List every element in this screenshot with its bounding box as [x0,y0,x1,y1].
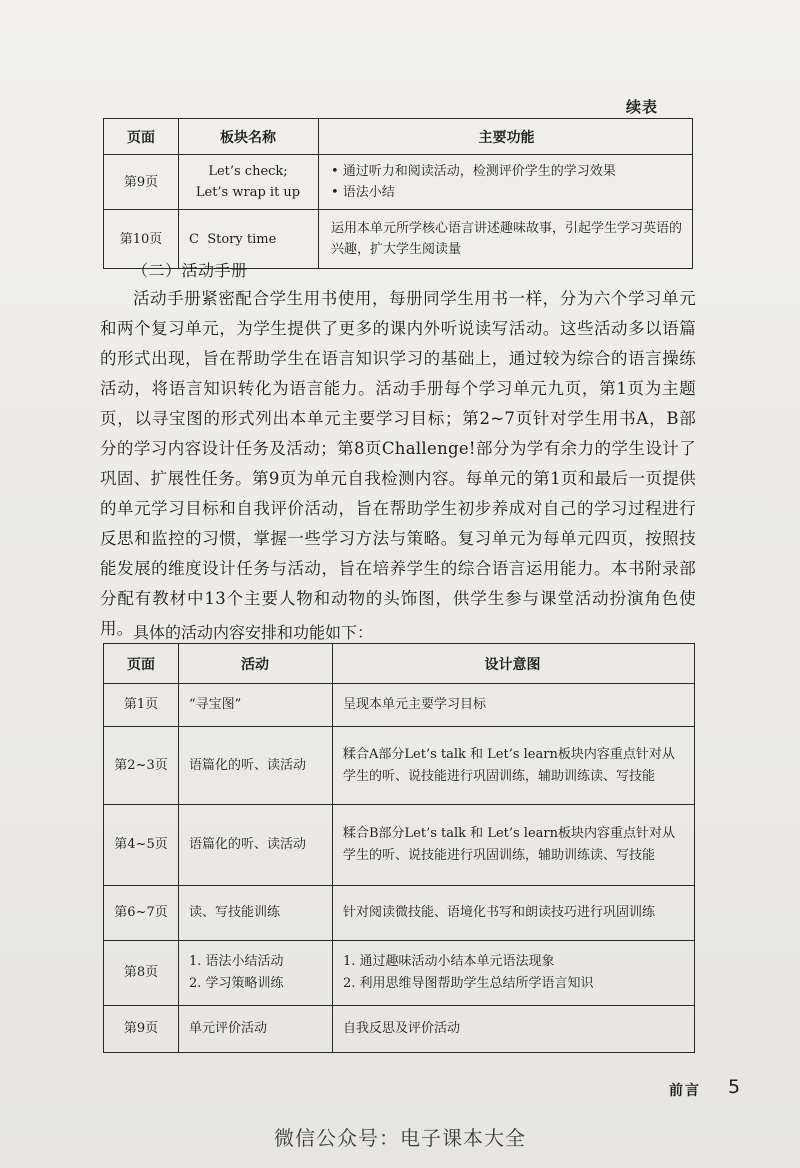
cell-page: 第6~7页 [104,886,179,941]
cell-intent [333,941,695,1006]
table-header-row [104,644,695,684]
table-row [104,805,695,886]
section-heading: （二）活动手册 [132,261,248,280]
cell-intent: 呈现本单元主要学习目标 [333,684,695,727]
cell-page: 第10页 [104,210,179,269]
table-header-row [104,119,693,155]
cell-section-line: Let’s check; [208,164,288,179]
table-row [104,886,695,941]
cell-page: 第1页 [104,684,179,727]
watermark-text: 微信公众号：电子课本大全 [274,1126,526,1150]
table-row [104,727,695,805]
table-row [104,684,695,727]
cell-page: 第4~5页 [104,805,179,886]
cell-activity-line: 2. 学习策略训练 [189,976,284,991]
cell-function-line: • 通过听力和阅读活动，检测评价学生的学习效果 [331,164,616,179]
table-row [104,1006,695,1053]
cell-section-line: Let’s wrap it up [195,185,301,200]
cell-page: 第9页 [104,1006,179,1053]
cell-function-line: • 语法小结 [331,185,395,200]
header-page: 页面 [104,644,179,684]
page-number: 5 [728,1076,741,1098]
table-row [104,155,693,210]
cell-intent: 针对阅读微技能、语境化书写和朗读技巧进行巩固训练 [333,886,695,941]
cell-intent: 糅合B部分Let’s talk 和 Let’s learn板块内容重点针对从学生的听、说技能进行巩固训练，辅助训练读、写技能 [333,805,695,886]
cell-page: 第9页 [104,155,179,210]
cell-section [179,155,319,210]
header-page: 页面 [104,119,179,155]
cell-activity: 单元评价活动 [179,1006,333,1053]
header-activity: 活动 [179,644,333,684]
table-row [104,941,695,1006]
cell-intent-line: 2. 利用思维导图帮助学生总结所学语言知识 [343,976,594,991]
footer-section-label: 前言 [669,1083,701,1099]
header-design-intent: 设计意图 [333,644,695,684]
cell-activity: 读、写技能训练 [179,886,333,941]
module-function-table [103,118,693,269]
cell-intent: 自我反思及评价活动 [333,1006,695,1053]
cell-activity: “寻宝图” [179,684,333,727]
continued-label: 续表 [625,98,658,116]
intro-line: 具体的活动内容安排和功能如下： [133,623,374,642]
cell-function: 运用本单元所学核心语言讲述趣味故事，引起学生学习英语的兴趣，扩大学生阅读量 [319,210,693,269]
cell-activity: 语篇化的听、读活动 [179,727,333,805]
cell-activity [179,941,333,1006]
body-paragraph: 活动手册紧密配合学生用书使用，每册同学生用书一样，分为六个学习单元和两个复习单元，为学生提供了更多的课内外听说读写活动。这些活动多以语篇的形式出现，旨在帮助学生在语言知识学习的基础上，通过较为综合的语言操练活动，将语言知识转化为语言能力。活动手册每个学习单元九页，第1页为主题页，以寻宝图的形式列出本单元主要学习目标；第2~7页针对学生用书A，B部分的学习内容设计任务及活动；第8页Challenge!部分为学有余力的学生设计了巩固、扩展性任务。第9页为单元自我检测内容。每单元的第1页和最后一页提供的单元学习目标和自我评价活动，旨在帮助学生初步养成对自己的学习过程进行反思和监控的习惯，掌握一些学习方法与策略。复习单元为每单元四页，按照技能发展的维度设计任务与活动，旨在培养学生的综合语言运用能力。本书附录部分配有教材中13个主要人物和动物的头饰图，供学生参与课堂活动扮演角色使用。 [100,289,696,638]
cell-intent: 糅合A部分Let’s talk 和 Let’s learn板块内容重点针对从学生的听、说技能进行巩固训练，辅助训练读、写技能 [333,727,695,805]
cell-function [319,155,693,210]
cell-activity: 语篇化的听、读活动 [179,805,333,886]
header-section-name: 板块名称 [179,119,319,155]
cell-page: 第2~3页 [104,727,179,805]
cell-intent-line: 1. 通过趣味活动小结本单元语法现象 [343,954,555,969]
cell-section: C Story time [179,210,319,269]
header-main-function: 主要功能 [319,119,693,155]
cell-page: 第8页 [104,941,179,1006]
activity-table [103,643,695,1053]
cell-activity-line: 1. 语法小结活动 [189,954,284,969]
